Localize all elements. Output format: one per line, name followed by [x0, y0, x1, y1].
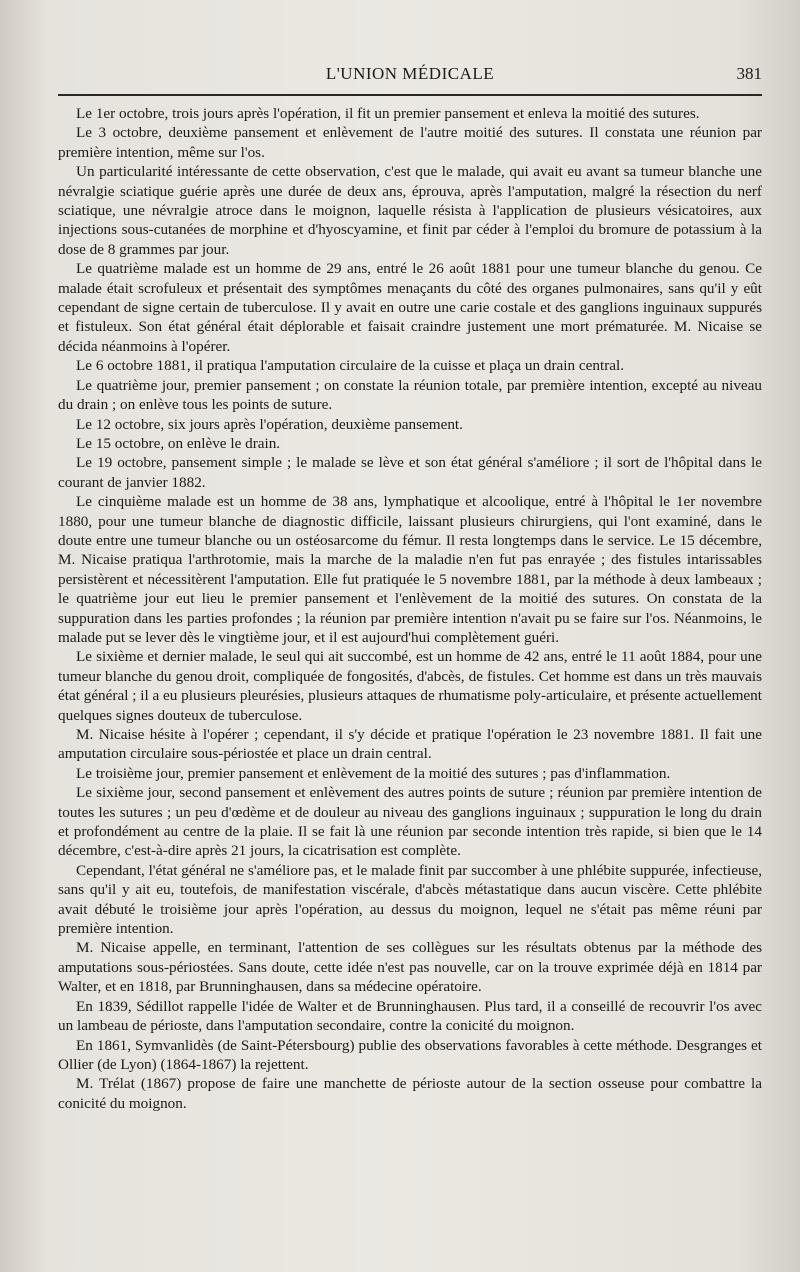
paragraph: Le 6 octobre 1881, il pratiqua l'amputation circulaire de la cuisse et plaça un drain central.: [76, 357, 625, 375]
paragraph: Le quatrième jour, premier pansement ; on constate la réunion totale, par première intention, excepté au niveau du drain ; on enlève tous les points de suture.: [58, 376, 762, 414]
paragraph: Le 3 octobre, deuxième pansement et enlèvement de l'autre moitié des sutures. Il constata une réunion par première intention, même sur l'os.: [58, 124, 762, 161]
paragraph: Le 15 octobre, on enlève le drain.: [76, 434, 281, 452]
paragraph: Un particularité intéressante de cette observation, c'est que le malade, qui avait eu avant sa tumeur blanche une névralgie sciatique guérie après une durée de deux ans, éprouva, après l'amputation, malgré la résection du nerf sciatique, une névralgie atroce dans le moignon, laquelle résista à l'application de plusieurs vésicatoires, aux injections sous-cutanées de morphine et d'hyoscyamine, et finit par céder à l'emploi du bromure de potassium à la dose de 8 grammes par jour.: [58, 163, 762, 258]
paragraph: Le 12 octobre, six jours après l'opération, deuxième pansement.: [76, 415, 463, 433]
paragraph: En 1839, Sédillot rappelle l'idée de Walter et de Brunninghausen. Plus tard, il a conseillé de recouvrir l'os avec un lambeau de périoste, dans l'amputation secondaire, contre la conicité du moignon.: [58, 997, 762, 1035]
paragraph: M. Trélat (1867) propose de faire une manchette de périoste autour de la section osseuse pour combattre la conicité du moignon.: [58, 1075, 762, 1112]
paragraph: En 1861, Symvanlidès (de Saint-Pétersbourg) publie des observations favorables à cette méthode. Desgranges et Ollier (de Lyon) (1864-1867) la rejettent.: [58, 1036, 762, 1073]
paragraph: Cependant, l'état général ne s'améliore pas, et le malade finit par succomber à une phlébite suppurée, infectieuse, sans qu'il y ait eu, toutefois, de manifestation viscérale, d'abcès métastatique dans aucun viscère. Cette phlébite avait débuté le troisième jour après l'opération, au dessus du moignon, lequel ne s'était pas même réuni par première intention.: [58, 861, 762, 938]
paragraph: M. Nicaise hésite à l'opérer ; cependant, il s'y décide et pratique l'opération le 23 novembre 1881. Il fait une amputation circulaire sous-périostée et place un drain central.: [58, 726, 762, 763]
body-text: [58, 104, 762, 1113]
paragraph: Le cinquième malade est un homme de 38 ans, lymphatique et alcoolique, entré à l'hôpital le 1er novembre 1880, pour une tumeur blanche de diagnostic difficile, laissant plusieurs chirurgiens, qui l'ont examiné, dans le doute entre une tumeur blanche ou un ostéosarcome du fémur. Il resta longtemps dans le service. Le 15 décembre, M. Nicaise pratiqua l'arthrotomie, mais la marche de la maladie n'en fut pas enrayée ; des fistules intarissables persistèrent et nécessitèrent l'amputation. Elle fut pratiquée le 5 novembre 1881, par la méthode à deux lambeaux ; le quatrième jour eut lieu le premier pansement et l'enlèvement de la moitié des sutures. On constata de la suppuration dans les parties profondes ; la réunion par première intention n'avait pu se faire sur l'os. Néanmoins, le malade put se lever dès le vingtième jour, et il est aujourd'hui complètement guéri.: [58, 493, 762, 646]
paragraph: Le quatrième malade est un homme de 29 ans, entré le 26 août 1881 pour une tumeur blanche du genou. Ce malade était scrofuleux et présentait des symptômes menaçants du côté des organes pulmonaires, sans qu'il y eût cependant de signe certain de tuberculose. Il y avait en outre une carie costale et des ganglions inguinaux suppurés et fistuleux. Son état général était déplorable et faisait craindre justement une mort prématurée. M. Nicaise se décida néanmoins à l'opérer.: [58, 260, 762, 355]
paragraph: Le troisième jour, premier pansement et enlèvement de la moitié des sutures ; pas d'inflammation.: [76, 764, 671, 782]
paragraph: Le 19 octobre, pansement simple ; le malade se lève et son état général s'améliore ; il sort de l'hôpital dans le courant de janvier 1882.: [58, 454, 762, 491]
page-header: [58, 60, 762, 90]
paragraph: Le 1er octobre, trois jours après l'opération, il fit un premier pansement et enleva la moitié des sutures.: [76, 105, 700, 122]
running-title: L'UNION MÉDICALE: [325, 64, 495, 83]
paragraph: Le sixième et dernier malade, le seul qui ait succombé, est un homme de 42 ans, entré le 11 août 1884, pour une tumeur blanche du genou droit, compliquée de fongosités, d'abcès, de fistules. Cet homme est dans un très mauvais état général ; il a eu plusieurs pleurésies, plusieurs attaques de rhumatisme poly-articulaire, et présente actuellement quelques signes douteux de tuberculose.: [58, 648, 762, 724]
page-number: 381: [736, 64, 762, 83]
paragraph: M. Nicaise appelle, en terminant, l'attention de ses collègues sur les résultats obtenus par la méthode des amputations sous-périostées. Sans doute, cette idée n'est pas nouvelle, car on la trouve exprimée déjà en 1814 par Walter, et en 1818, par Brunninghausen, dans sa médecine opératoire.: [58, 939, 762, 996]
paragraph: Le sixième jour, second pansement et enlèvement des autres points de suture ; réunion par première intention de toutes les sutures ; un peu d'œdème et de douleur au niveau des ganglions inguinaux ; suppuration le long du drain et profondément au centre de la plaie. Il se fait là une réunion par seconde intention très rapide, si bien que le 14 décembre, c'est-à-dire après 21 jours, la cicatrisation est complète.: [58, 784, 762, 860]
header-rule: [58, 94, 762, 96]
